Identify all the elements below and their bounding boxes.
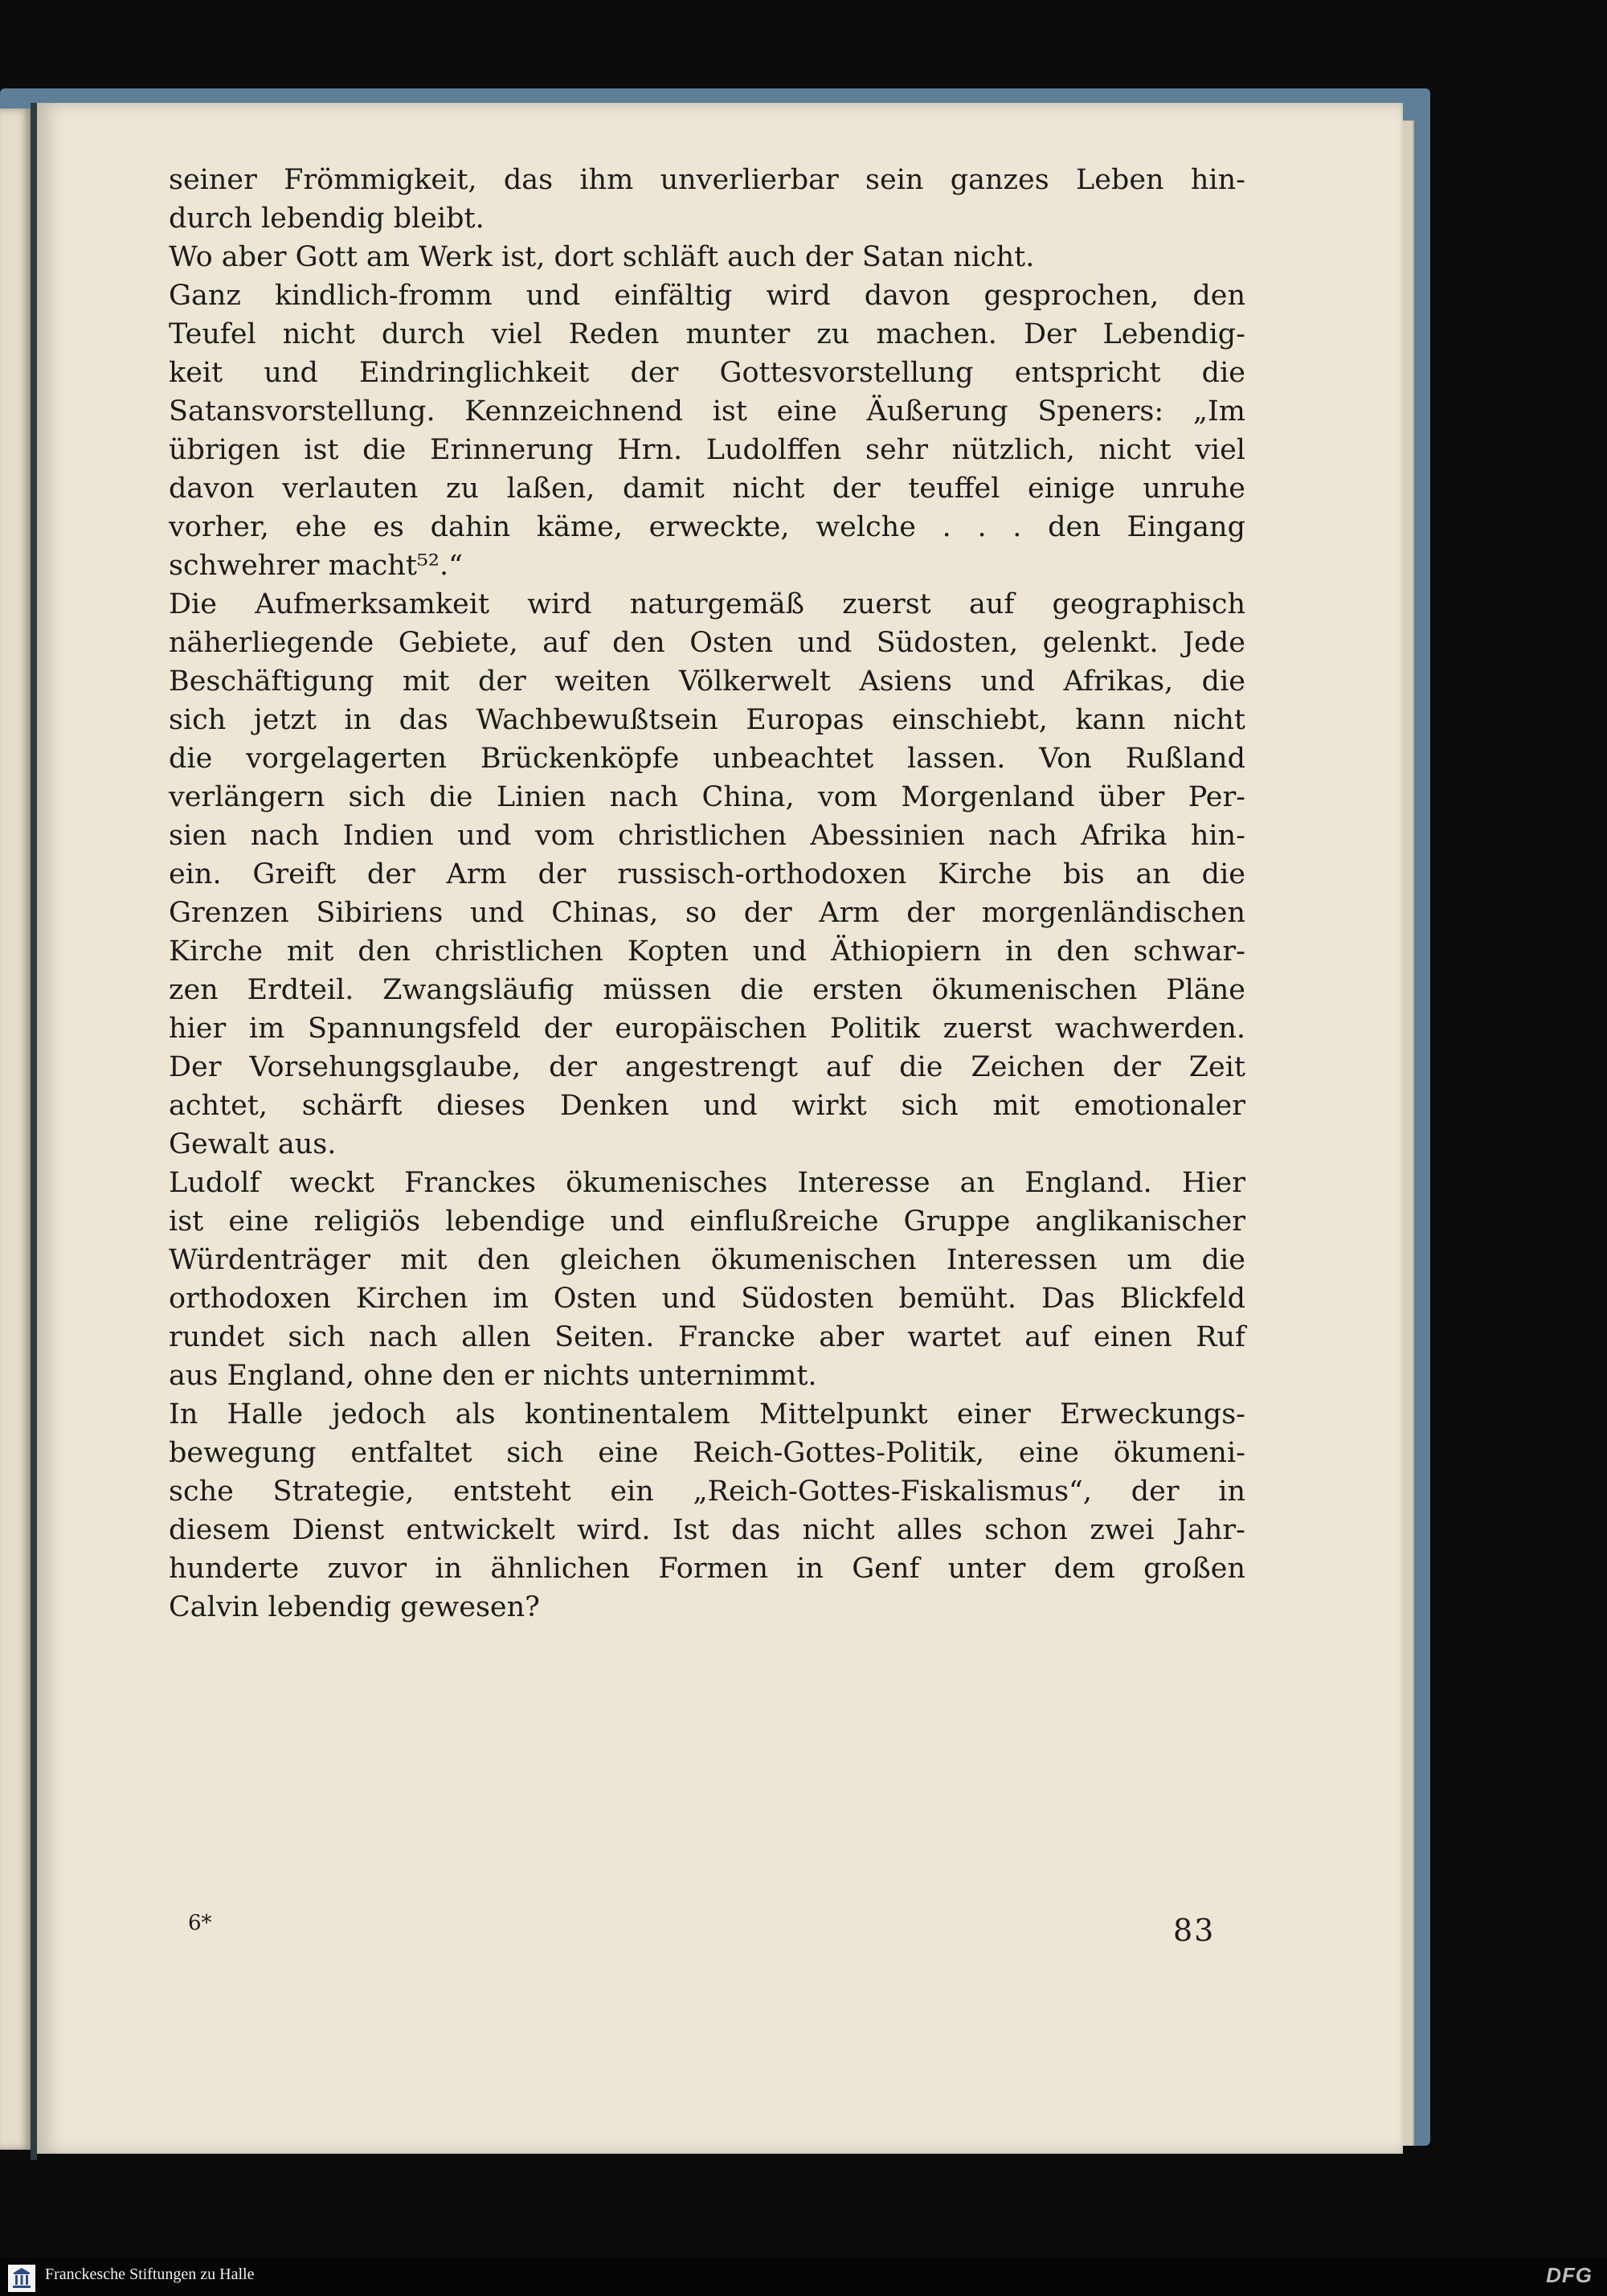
text-line: schwehrer macht⁵².“ (169, 550, 463, 582)
text-line: seiner Frömmigkeit, das ihm unverlierbar sein ganzes Leben hin- (169, 164, 1245, 196)
text-line: Würdenträger mit den gleichen ökumenischen Interessen um die (169, 1244, 1245, 1276)
text-line: sich jetzt in das Wachbewußtsein Europas einschiebt, kann nicht (169, 704, 1245, 736)
text-line: sche Strategie, entsteht ein „Reich-Gottes-Fiskalismus“, der in (169, 1475, 1245, 1508)
text-line: orthodoxen Kirchen im Osten und Südosten bemüht. Das Blickfeld (169, 1283, 1245, 1315)
text-line: die vorgelagerten Brückenköpfe unbeachtet lassen. Von Rußland (169, 743, 1245, 775)
book-gutter (31, 103, 37, 2160)
text-line: Die Aufmerksamkeit wird naturgemäß zuerst auf geographisch (169, 588, 1245, 620)
text-line: übrigen ist die Erinnerung Hrn. Ludolffen sehr nützlich, nicht viel (169, 434, 1245, 466)
text-line: Gewalt aus. (169, 1128, 337, 1160)
text-line: In Halle jedoch als kontinentalem Mittelpunkt einer Erweckungs- (169, 1398, 1245, 1430)
text-line: Grenzen Sibiriens und Chinas, so der Arm der morgenländischen (169, 897, 1245, 929)
text-line: Ganz kindlich-fromm und einfältig wird davon gesprochen, den (169, 280, 1245, 312)
text-line: Der Vorsehungsglaube, der angestrengt auf die Zeichen der Zeit (169, 1051, 1245, 1083)
text-line: davon verlauten zu laßen, damit nicht der teuffel einige unruhe (169, 473, 1245, 505)
institution-crest-icon (8, 2265, 35, 2292)
text-line: durch lebendig bleibt. (169, 203, 485, 235)
text-line: hunderte zuvor in ähnlichen Formen in Genf unter dem großen (169, 1553, 1245, 1585)
text-line: näherliegende Gebiete, auf den Osten und Südosten, gelenkt. Jede (169, 627, 1245, 659)
text-line: Kirche mit den christlichen Kopten und Äthiopiern in den schwar- (169, 935, 1245, 968)
left-page-edge (0, 108, 31, 2150)
page-number: 83 (1173, 1913, 1216, 1948)
text-line: sien nach Indien und vom christlichen Abessinien nach Afrika hin- (169, 820, 1245, 852)
text-line: ein. Greift der Arm der russisch-orthodoxen Kirche bis an die (169, 858, 1245, 890)
text-line: Wo aber Gott am Werk ist, dort schläft auch der Satan nicht. (169, 241, 1035, 273)
text-line: verlängern sich die Linien nach China, vom Morgenland über Per- (169, 781, 1245, 813)
text-line: ist eine religiös lebendige und einflußreiche Gruppe anglikanischer (169, 1205, 1245, 1238)
text-line: bewegung entfaltet sich eine Reich-Gottes-Politik, eine ökumeni- (169, 1437, 1245, 1469)
text-line: Calvin lebendig gewesen? (169, 1591, 540, 1623)
text-line: Beschäftigung mit der weiten Völkerwelt Asiens und Afrikas, die (169, 665, 1245, 698)
text-line: Ludolf weckt Franckes ökumenisches Interesse an England. Hier (169, 1167, 1245, 1199)
institution-name: Franckesche Stiftungen zu Halle (45, 2265, 255, 2283)
text-line: achtet, schärft dieses Denken und wirkt sich mit emotionaler (169, 1090, 1245, 1122)
page-block-edge (1403, 121, 1414, 2146)
text-line: Teufel nicht durch viel Reden munter zu machen. Der Lebendig- (169, 318, 1245, 350)
signature-mark: 6* (188, 1911, 212, 1935)
text-line: vorher, ehe es dahin käme, erweckte, welche . . . den Eingang (169, 511, 1245, 543)
text-line: Satansvorstellung. Kennzeichnend ist eine Äußerung Speners: „Im (169, 395, 1245, 428)
funder-logo: DFG (1546, 2263, 1593, 2287)
text-line: diesem Dienst entwickelt wird. Ist das nicht alles schon zwei Jahr- (169, 1514, 1245, 1546)
text-line: zen Erdteil. Zwangsläufig müssen die ersten ökumenischen Pläne (169, 974, 1245, 1006)
text-line: keit und Eindringlichkeit der Gottesvorstellung entspricht die (169, 357, 1245, 389)
text-line: hier im Spannungsfeld der europäischen Politik zuerst wachwerden. (169, 1013, 1245, 1045)
text-line: aus England, ohne den er nichts unternimmt. (169, 1360, 817, 1392)
body-text (169, 161, 1245, 1627)
text-line: rundet sich nach allen Seiten. Francke aber wartet auf einen Ruf (169, 1321, 1245, 1353)
